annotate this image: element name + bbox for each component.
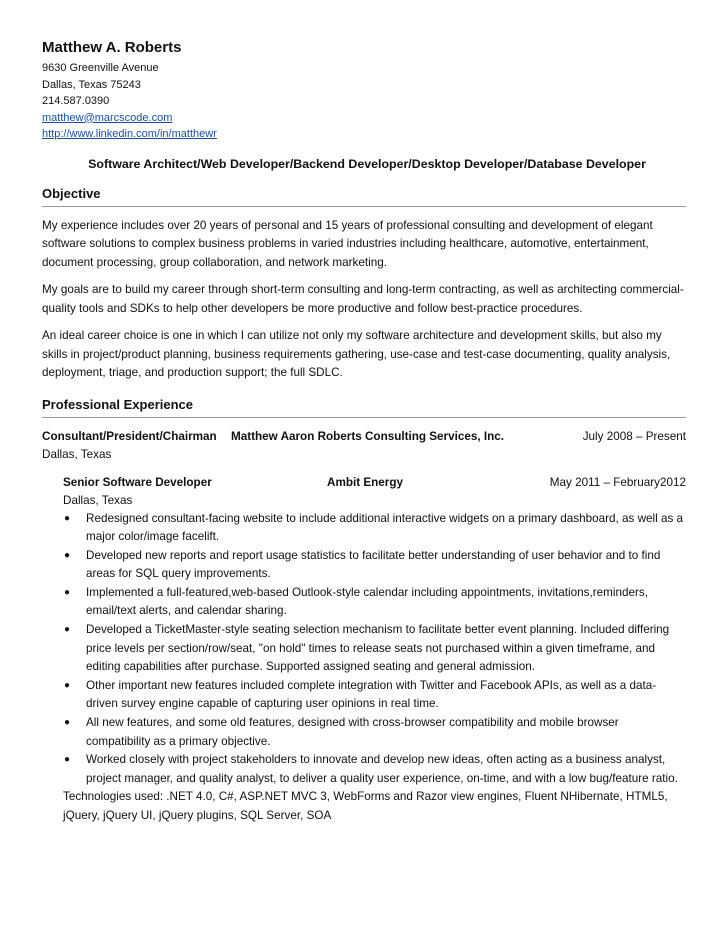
job-company: Matthew Aaron Roberts Consulting Services, Inc. [231,429,504,443]
bullet-icon: ● [64,754,71,766]
list-item [63,714,686,751]
job-header [42,428,686,446]
professional-headline: Software Architect/Web Developer/Backend Developer/Desktop Developer/Database Developer [88,156,646,171]
objective-paragraph: My goals are to build my career through short-term consulting and long-term contracting, as well as architecting commercial-quality tools and SDKs to help other developers be more productive and follow best-practice procedures. [42,283,684,315]
candidate-name: Matthew A. Roberts [42,39,182,56]
bullet-text: Worked closely with project stakeholders to innovate and develop new ideas, often acting as a business analyst, project manager, and quality analyst, to deliver a quality user experience, on-time, and with a low bug/feature ratio. [86,753,678,785]
bullet-text: Other important new features included complete integration with Twitter and Facebook APIs, as well as a data-driven survey engine capable of capturing user opinions in real time. [86,678,657,711]
bullet-text: Developed a TicketMaster-style seating selection mechanism to facilitate better event planning. Included differing price levels per section/row/seat, "on hold" times to release seats not purchased within a given timeframe, and editing capabilities after purchase. Supported assigned seating and general admission. [86,623,670,674]
address-line-1: 9630 Greenville Avenue [42,62,159,74]
subjob-location: Dallas, Texas [63,493,133,507]
subjob-company: Ambit Energy [327,475,403,489]
subjob-title: Senior Software Developer [63,475,212,489]
email-line [42,110,686,127]
experience-heading: Professional Experience [42,396,686,418]
address-line-2: Dallas, Texas 75243 [42,78,141,91]
job-title: Consultant/President/Chairman [42,429,217,443]
bullet-text: Developed new reports and report usage statistics to facilitate better understanding of user behavior and to find areas for SQL query improvements. [86,548,661,581]
subjob-header [63,474,686,492]
bullet-icon: ● [64,717,71,729]
phone-number: 214.587.0390 [42,95,110,107]
bullet-icon: ● [64,549,71,561]
website-link[interactable]: http://www.linkedin.com/in/matthewr [42,128,217,140]
responsibility-list [63,510,686,789]
bullet-text: Implemented a full-featured,web-based Outlook-style calendar including appointments, invitations,reminders, email/text alerts, and calendar sharing. [86,585,648,618]
technologies-used: Technologies used: .NET 4.0, C#, ASP.NET MVC 3, WebForms and Razor view engines, Fluent NHibernate, HTML5, jQuery, jQuery UI, jQuery plugins, SQL Server, SOA [63,790,668,822]
list-item [63,621,686,677]
objective-heading: Objective [42,185,686,207]
bullet-icon: ● [64,679,71,691]
email-link[interactable]: matthew@marcscode.com [42,111,173,124]
bullet-text: Redesigned consultant-facing website to include additional interactive widgets on a primary dashboard, as well as a major color/image facelift. [86,511,684,544]
objective-paragraph: My experience includes over 20 years of personal and 15 years of professional consulting and development of elegant software solutions to complex business problems in varied industries including healthcare, automotive, entertainment, document processing, group collaboration, and network marketing. [42,218,653,269]
job-location: Dallas, Texas [42,447,112,461]
bullet-icon: ● [64,586,71,598]
bullet-icon: ● [64,624,71,636]
subjob-dates: May 2011 – February2012 [549,475,686,489]
job-dates: July 2008 – Present [582,429,686,443]
website-line [42,126,686,143]
objective-paragraph: An ideal career choice is one in which I can utilize not only my software architecture and development skills, but also my skills in project/product planning, business requirements gathering, use-case and test-case documenting, quality analysis, deployment, triage, and production support; the full SDLC. [42,329,671,379]
list-item [63,677,686,714]
bullet-icon: ● [64,512,71,524]
list-item [63,584,686,621]
list-item [63,510,686,547]
subjob-block [42,474,686,826]
list-item [63,751,686,788]
list-item [63,547,686,584]
bullet-text: All new features, and some old features, designed with cross-browser compatibility and mobile browser compatibility as a primary objective. [86,716,619,748]
